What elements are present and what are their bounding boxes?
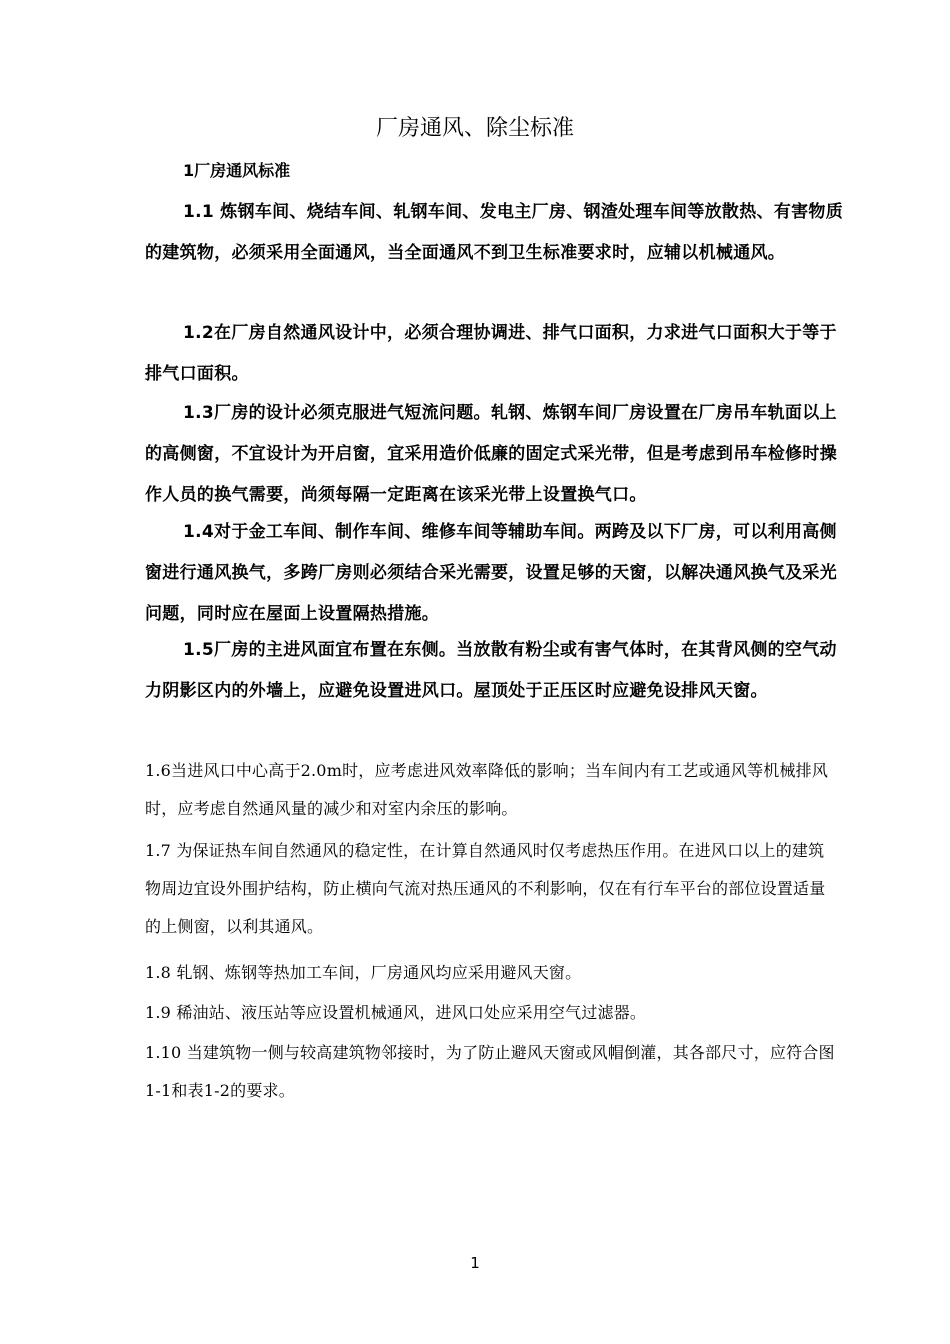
- page-title: 厂房通风、除尘标准: [375, 116, 574, 141]
- paragraph-1-1: 1.1 炼钢车间、烧结车间、轧钢车间、发电主厂房、钢渣处理车间等放散热、有害物质的建筑物，必须采用全面通风，当全面通风不到卫生标准要求时，应辅以机械通风。: [145, 202, 844, 263]
- paragraph-1-10: 1.10 当建筑物一侧与较高建筑物邻接时，为了防止避风天窗或风帽倒灌，其各部尺寸，应符合图1-1和表1-2的要求。: [145, 1043, 835, 1100]
- page-number: 1: [470, 1254, 480, 1272]
- paragraph-1-8: 1.8 轧钢、炼钢等热加工车间，厂房通风均应采用避风天窗。: [145, 963, 582, 982]
- paragraph-1-5: 1.5厂房的主进风面宜布置在东侧。当放散有粉尘或有害气体时，在其背风侧的空气动力阴影区内的外墙上，应避免设置进风口。屋顶处于正压区时应避免设排风天窗。: [145, 640, 837, 701]
- paragraph-1-9: 1.9 稀油站、液压站等应设置机械通风，进风口处应采用空气过滤器。: [145, 1003, 647, 1022]
- paragraph-1-6: 1.6当进风口中心高于2.0m时，应考虑进风效率降低的影响；当车间内有工艺或通风等机械排风时，应考虑自然通风量的减少和对室内余压的影响。: [145, 761, 829, 818]
- section-heading: 1厂房通风标准: [183, 161, 291, 180]
- paragraph-1-2: 1.2在厂房自然通风设计中，必须合理协调进、排气口面积，力求进气口面积大于等于排气口面积。: [145, 323, 837, 384]
- paragraph-1-4: 1.4对于金工车间、制作车间、维修车间等辅助车间。两跨及以下厂房，可以利用高侧窗进行通风换气，多跨厂房则必须结合采光需要，设置足够的天窗，以解决通风换气及采光问题，同时应在屋面上设置隔热措施。: [145, 522, 837, 624]
- paragraph-1-3: 1.3厂房的设计必须克服进气短流问题。轧钢、炼钢车间厂房设置在厂房吊车轨面以上的高侧窗，不宜设计为开启窗，宜采用造价低廉的固定式采光带，但是考虑到吊车检修时操作人员的换气需要，尚须每隔一定距离在该采光带上设置换气口。: [145, 403, 837, 505]
- paragraph-1-7: 1.7 为保证热车间自然通风的稳定性，在计算自然通风时仅考虑热压作用。在进风口以上的建筑物周边宜设外围护结构，防止横向气流对热压通风的不利影响，仅在有行车平台的部位设置适量的上侧窗，以利其通风。: [145, 841, 826, 936]
